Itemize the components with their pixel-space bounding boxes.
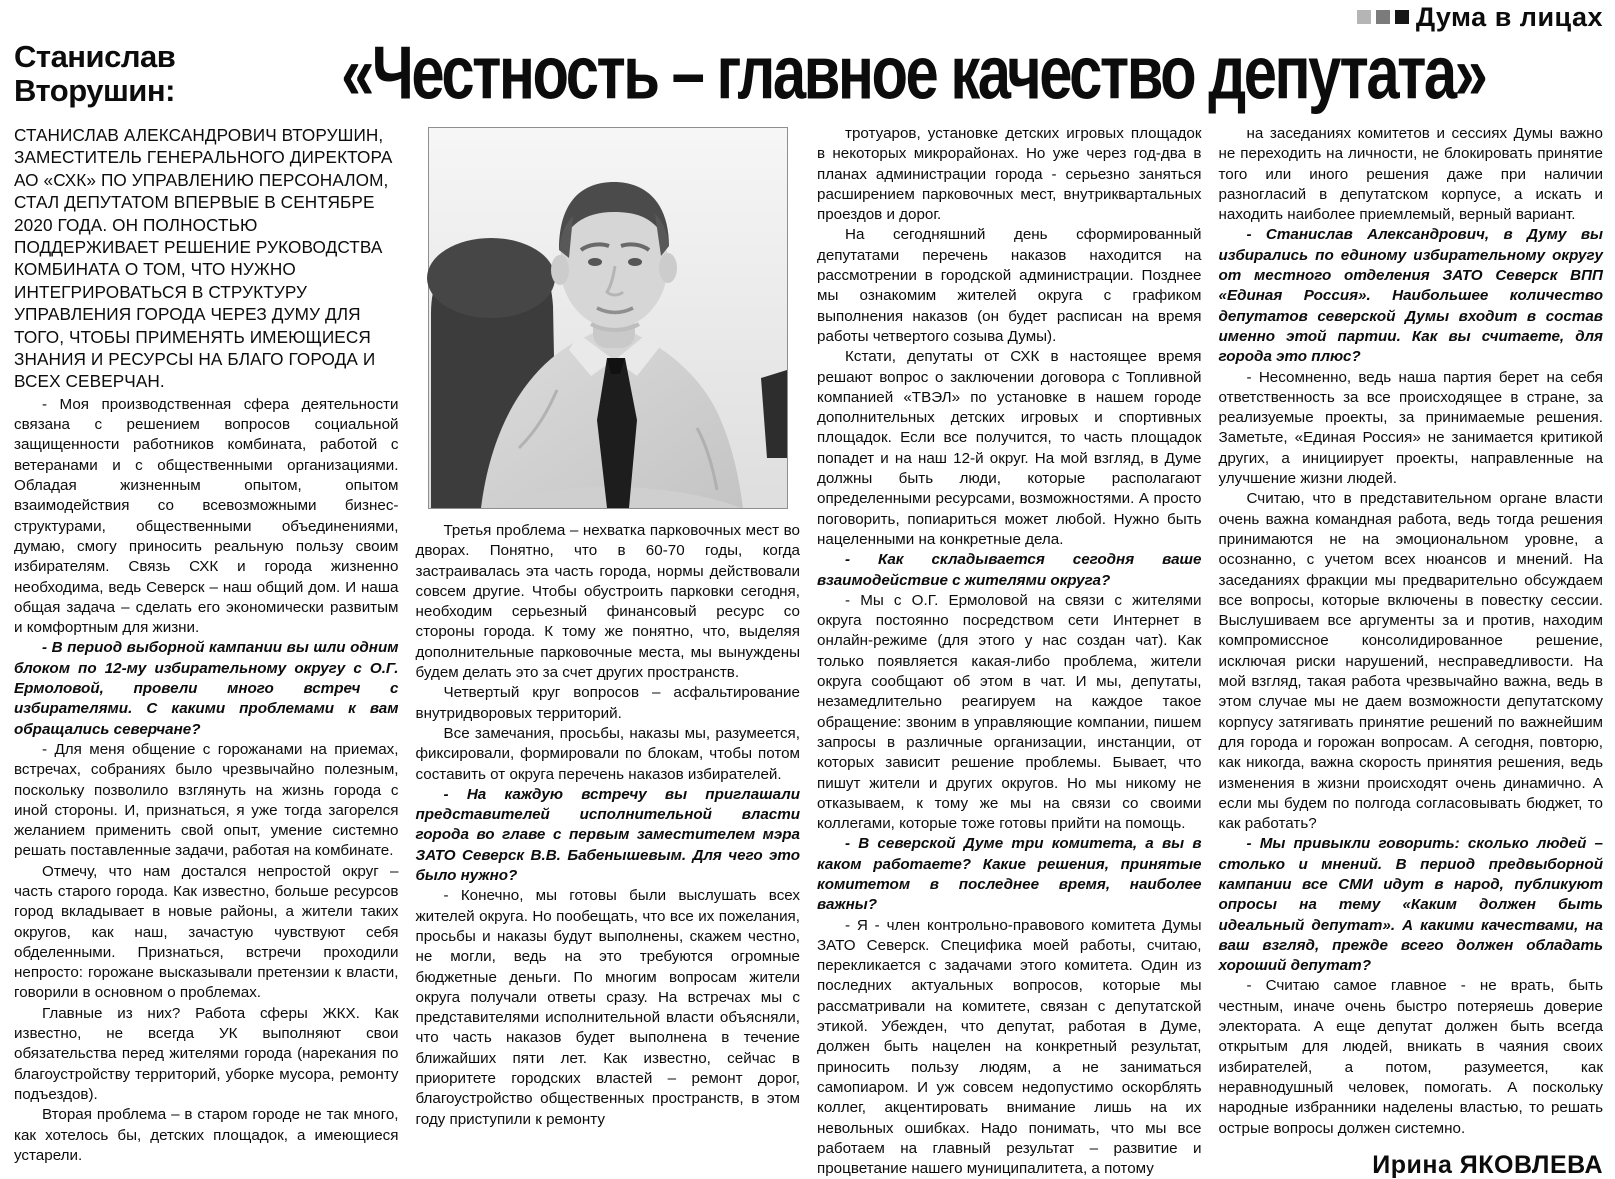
headline-wrap (224, 32, 1603, 116)
article-body (14, 124, 1603, 1179)
body-paragraph: - Считаю самое главное - не врать, быть честным, иначе очень быстро потеряешь доверие электората. А еще депутат должен быть всегда открытым для людей, вникать в чаяния своих избирателей, а потом, разумеется, как неравнодушный человек, помогать. А поскольку народные избранники наделены властью, то решать острые вопросы должен системно. (1218, 977, 1603, 1137)
body-paragraph: На сегодняшний день сформированный депутатами перечень наказов находится на рассмотрении в городской администрации. Позднее мы ознакомим жителей округа с графиком выполнения наказов (он будет расписан на время работы четвертого созыва Думы). (817, 226, 1202, 345)
portrait-photo (428, 127, 788, 509)
interview-question: - В северской Думе три комитета, а вы в каком работаете? Какие решения, принятые комитетом в последнее время, наиболее важны? (817, 835, 1202, 914)
body-paragraph: Кстати, депутаты от СХК в настоящее время решают вопрос о заключении договора с Топливной компанией «ТВЭЛ» по установке в нашем городе дополнительных детских игровых и спортивных площадок. Если все получится, то часть площадок попадет и на наш 12-й округ. На мой взгляд, в Думе должны быть люди, которые располагают определенными ресурсами, возможностями. А просто поговорить, попиариться может любой. Нужно быть нацеленными на конкретные дела. (817, 348, 1202, 548)
body-paragraph: Считаю, что в представительном органе власти очень важна командная работа, ведь тогда решения принимаются не на эмоциональном уровне, а осознанно, с учетом всех нюансов и мнений. На заседаниях фракции мы предварительно обсуждаем все вопросы, которые включены в повестку сессии. Выслушиваем все аргументы за и против, находим компромиссное консолидированное решение, исключая риски нарушений, несправедливости. На мой взгляд, такая работа чрезвычайно важна, ведь в этом случае мы не даем возможности депутатскому корпусу затягивать принятие решений по важнейшим для города и горожан вопросам. А сегодня, повторю, как никогда, важна скорость принятия решения, ведь изменения в жизни происходят очень динамично. А если мы будем по полгода согласовывать бюджет, то как работать? (1218, 490, 1603, 833)
body-paragraph: - Несомненно, ведь наша партия берет на себя ответственность за все происходящее в стране, за реализуемые проекты, за принимаемые решения. Заметьте, «Единая Россия» не занимается критикой других, а инициирует проекты, направленные на улучшение жизни людей. (1218, 368, 1603, 488)
article-headline: «Честность – главное качество депутата» (341, 32, 1486, 116)
interview-question: - Мы привыкли говорить: сколько людей – столько и мнений. В период предвыборной кампании все СМИ идут в народ, публикуют опросы на тему «Каким должен быть идеальный депутат». А какими качествами, на ваш взгляд, прежде всего должен обладать хороший депутат? (1218, 835, 1603, 975)
interview-question: - На каждую встречу вы приглашали представителей исполнительной власти города во главе с первым заместителем мэра ЗАТО Северск В.В. Бабенышевым. Для чего это было нужно? (415, 785, 800, 885)
section-title: Дума в лицах (1415, 2, 1603, 32)
body-paragraph: - Я - член контрольно-правового комитета Думы ЗАТО Северск. Специфика моей работы, считаю, перекликается с задачами этого комитета. Один из последних актуальных вопросов, которые мы рассматривали на комитете, связан с депутатской этикой. Убежден, что депутат, работая в Думе, должен быть нацелен на конкретный результат, приносить пользу людям, а не заниматься самопиаром. И уж совсем недопустимо оскорблять коллег, акцентировать внимание лишь на их невольных ошибках. Надо понимать, что мы все работаем на главный результат – развитие и процветание нашего муниципалитета, а потому (817, 916, 1202, 1178)
author-byline: Ирина ЯКОВЛЕВА (1372, 1150, 1603, 1179)
body-paragraph: тротуаров, установке детских игровых площадок в некоторых микрорайонах. Но уже через год-два в планах администрации города - серьезно заняться расширением парковочных мест, внутриквартальных проездов и дорог. (817, 125, 1202, 224)
masthead (14, 32, 1603, 118)
column-4 (1218, 124, 1604, 1179)
body-paragraph: на заседаниях комитетов и сессиях Думы важно не переходить на личности, не блокировать принятие того или иного решения даже при наличии разногласий в депутатском корпусе, а искать и находить наиболее приемлемый, верный вариант. (1218, 125, 1603, 224)
body-paragraph: Вторая проблема – в старом городе не так много, как хотелось бы, детских площадок, а имеющиеся устарели. (14, 1106, 399, 1164)
body-paragraph: Отмечу, что нам достался непростой округ – часть старого города. Как известно, больше ресурсов город вкладывает в новые районы, а жители таких округов, как наш, зачастую чувствуют себя обделенными. Признаться, встречи проходили непросто: горожане высказывали претензии к власти, говорили в основном о проблемах. (14, 862, 399, 1002)
interview-question: - Как складывается сегодня ваше взаимодействие с жителями округа? (817, 551, 1202, 589)
speaker-name: Станислав Вторушин: (14, 39, 176, 108)
section-kicker (14, 2, 1603, 32)
interview-question: - Станислав Александрович, в Думу вы избирались по единому избирательному округу от местного отделения ЗАТО Северск ВПП «Единая Россия». Наибольшее количество депутатов северской Думы входит в состав именно этой партии. Как вы считаете, для города это плюс? (1218, 226, 1603, 366)
body-paragraph: - Для меня общение с горожанами на приемах, встречах, собраниях было чрезвычайно полезным, поскольку позволило взглянуть на жизнь города с иной стороны. И, признаться, я уже тогда загорелся желанием применить свой опыт, умение системно решать поставленные задачи, работая на комбинате. (14, 740, 399, 860)
portrait-photo-illustration (429, 128, 787, 508)
body-paragraph: Третья проблема – нехватка парковочных мест во дворах. Понятно, что в 60-70 годы, когда застраивалась эта часть города, нормы действовали совсем другие. Чтобы обустроить парковки сегодня, необходим серьезный финансовый ресурс со стороны города. К тому же понятно, что, выделяя дополнительные парковочные места, мы вынуждены будем делать это за счет других пространств. (415, 522, 800, 682)
kicker-squares-icon (1357, 10, 1409, 24)
body-paragraph: Все замечания, просьбы, наказы мы, разумеется, фиксировали, формировали по блокам, чтобы потом составить от округа перечень наказов избирателей. (415, 724, 800, 783)
body-paragraph: - Мы с О.Г. Ермоловой на связи с жителями округа постоянно посредством сети Интернет в онлайн-режиме (для этого у нас создан чат). Как только появляется какая-либо проблема, жители округа сообщают об этом в чат. И мы, депутаты, незамедлительно реагируем на каждое такое обращение: звоним в управляющие компании, пишем запросы в различные организации, инстанции, от которых зависит решение проблемы. Бывает, что пишут жители и других округов. Но мы никому не отказываем, к тому же мы на связи со своими коллегами, которые тоже готовы прийти на помощь. (817, 591, 1202, 833)
column-1 (14, 124, 399, 1164)
body-paragraph: Четвертый круг вопросов – асфальтирование внутридворовых территорий. (415, 684, 800, 722)
interview-question: - В период выборной кампании вы шли одним блоком по 12-му избирательному округу с О.Г. Ермоловой, провели много встреч с избирателями. С какими проблемами к вам обращались северчане? (14, 639, 399, 738)
lead-paragraph: СТАНИСЛАВ АЛЕКСАНДРОВИЧ ВТОРУШИН, ЗАМЕСТИТЕЛЬ ГЕНЕРАЛЬНОГО ДИРЕКТОРА АО «СХК» ПО УПРАВЛЕНИЮ ПЕРСОНАЛОМ, СТАЛ ДЕПУТАТОМ ВПЕРВЫЕ В СЕНТЯБРЕ 2020 ГОДА. ОН ПОЛНОСТЬЮ ПОДДЕРЖИВАЕТ РЕШЕНИЕ РУКОВОДСТВА КОМБИНАТА О ТОМ, ЧТО НУЖНО ИНТЕГРИРОВАТЬСЯ В СТРУКТУРУ УПРАВЛЕНИЯ ГОРОДА ЧЕРЕЗ ДУМУ ДЛЯ ТОГО, ЧТОБЫ ПРИМЕНЯТЬ ИМЕЮЩИЕСЯ ЗНАНИЯ И РЕСУРСЫ НА БЛАГО ГОРОДА И ВСЕХ СЕВЕРЧАН. (14, 125, 393, 392)
column-2 (416, 124, 801, 1140)
body-paragraph: - Моя производственная сфера деятельности связана с решением вопросов социальной защищенности работников комбината, работой с ветеранами и с общественными организациями. Обладая жизненным опытом, опытом взаимодействия со всевозможными бизнес-структурами, общественными объединениями, думаю, смогу приносить реальную пользу своим избирателям. Связь СХК и города жизненно необходима, ведь Северск – наш общий дом. И наша общая задача – сделать его экономически развитым и комфортным для жизни. (14, 395, 399, 637)
column-3 (817, 124, 1202, 1178)
body-paragraph: Главные из них? Работа сферы ЖКХ. Как известно, не всегда УК выполняют свои обязательства перед жителями города (нарекания по благоустройству территорий, уборке мусора, ремонту подъездов). (14, 1004, 399, 1103)
body-paragraph: - Конечно, мы готовы были выслушать всех жителей округа. Но пообещать, что все их пожелания, просьбы и наказы будут выполнены, скажем честно, не могли, ведь на это требуются огромные бюджетные деньги. По многим вопросам жители округа получали ответы сразу. На встречах мы с представителями исполнительной власти объясняли, что часть наказов будет выполнена в течение ближайших пяти лет. Как известно, сейчас в приоритете городских властей – ремонт дорог, благоустройство общественных пространств, в этом году приступили к ремонту (415, 887, 800, 1128)
